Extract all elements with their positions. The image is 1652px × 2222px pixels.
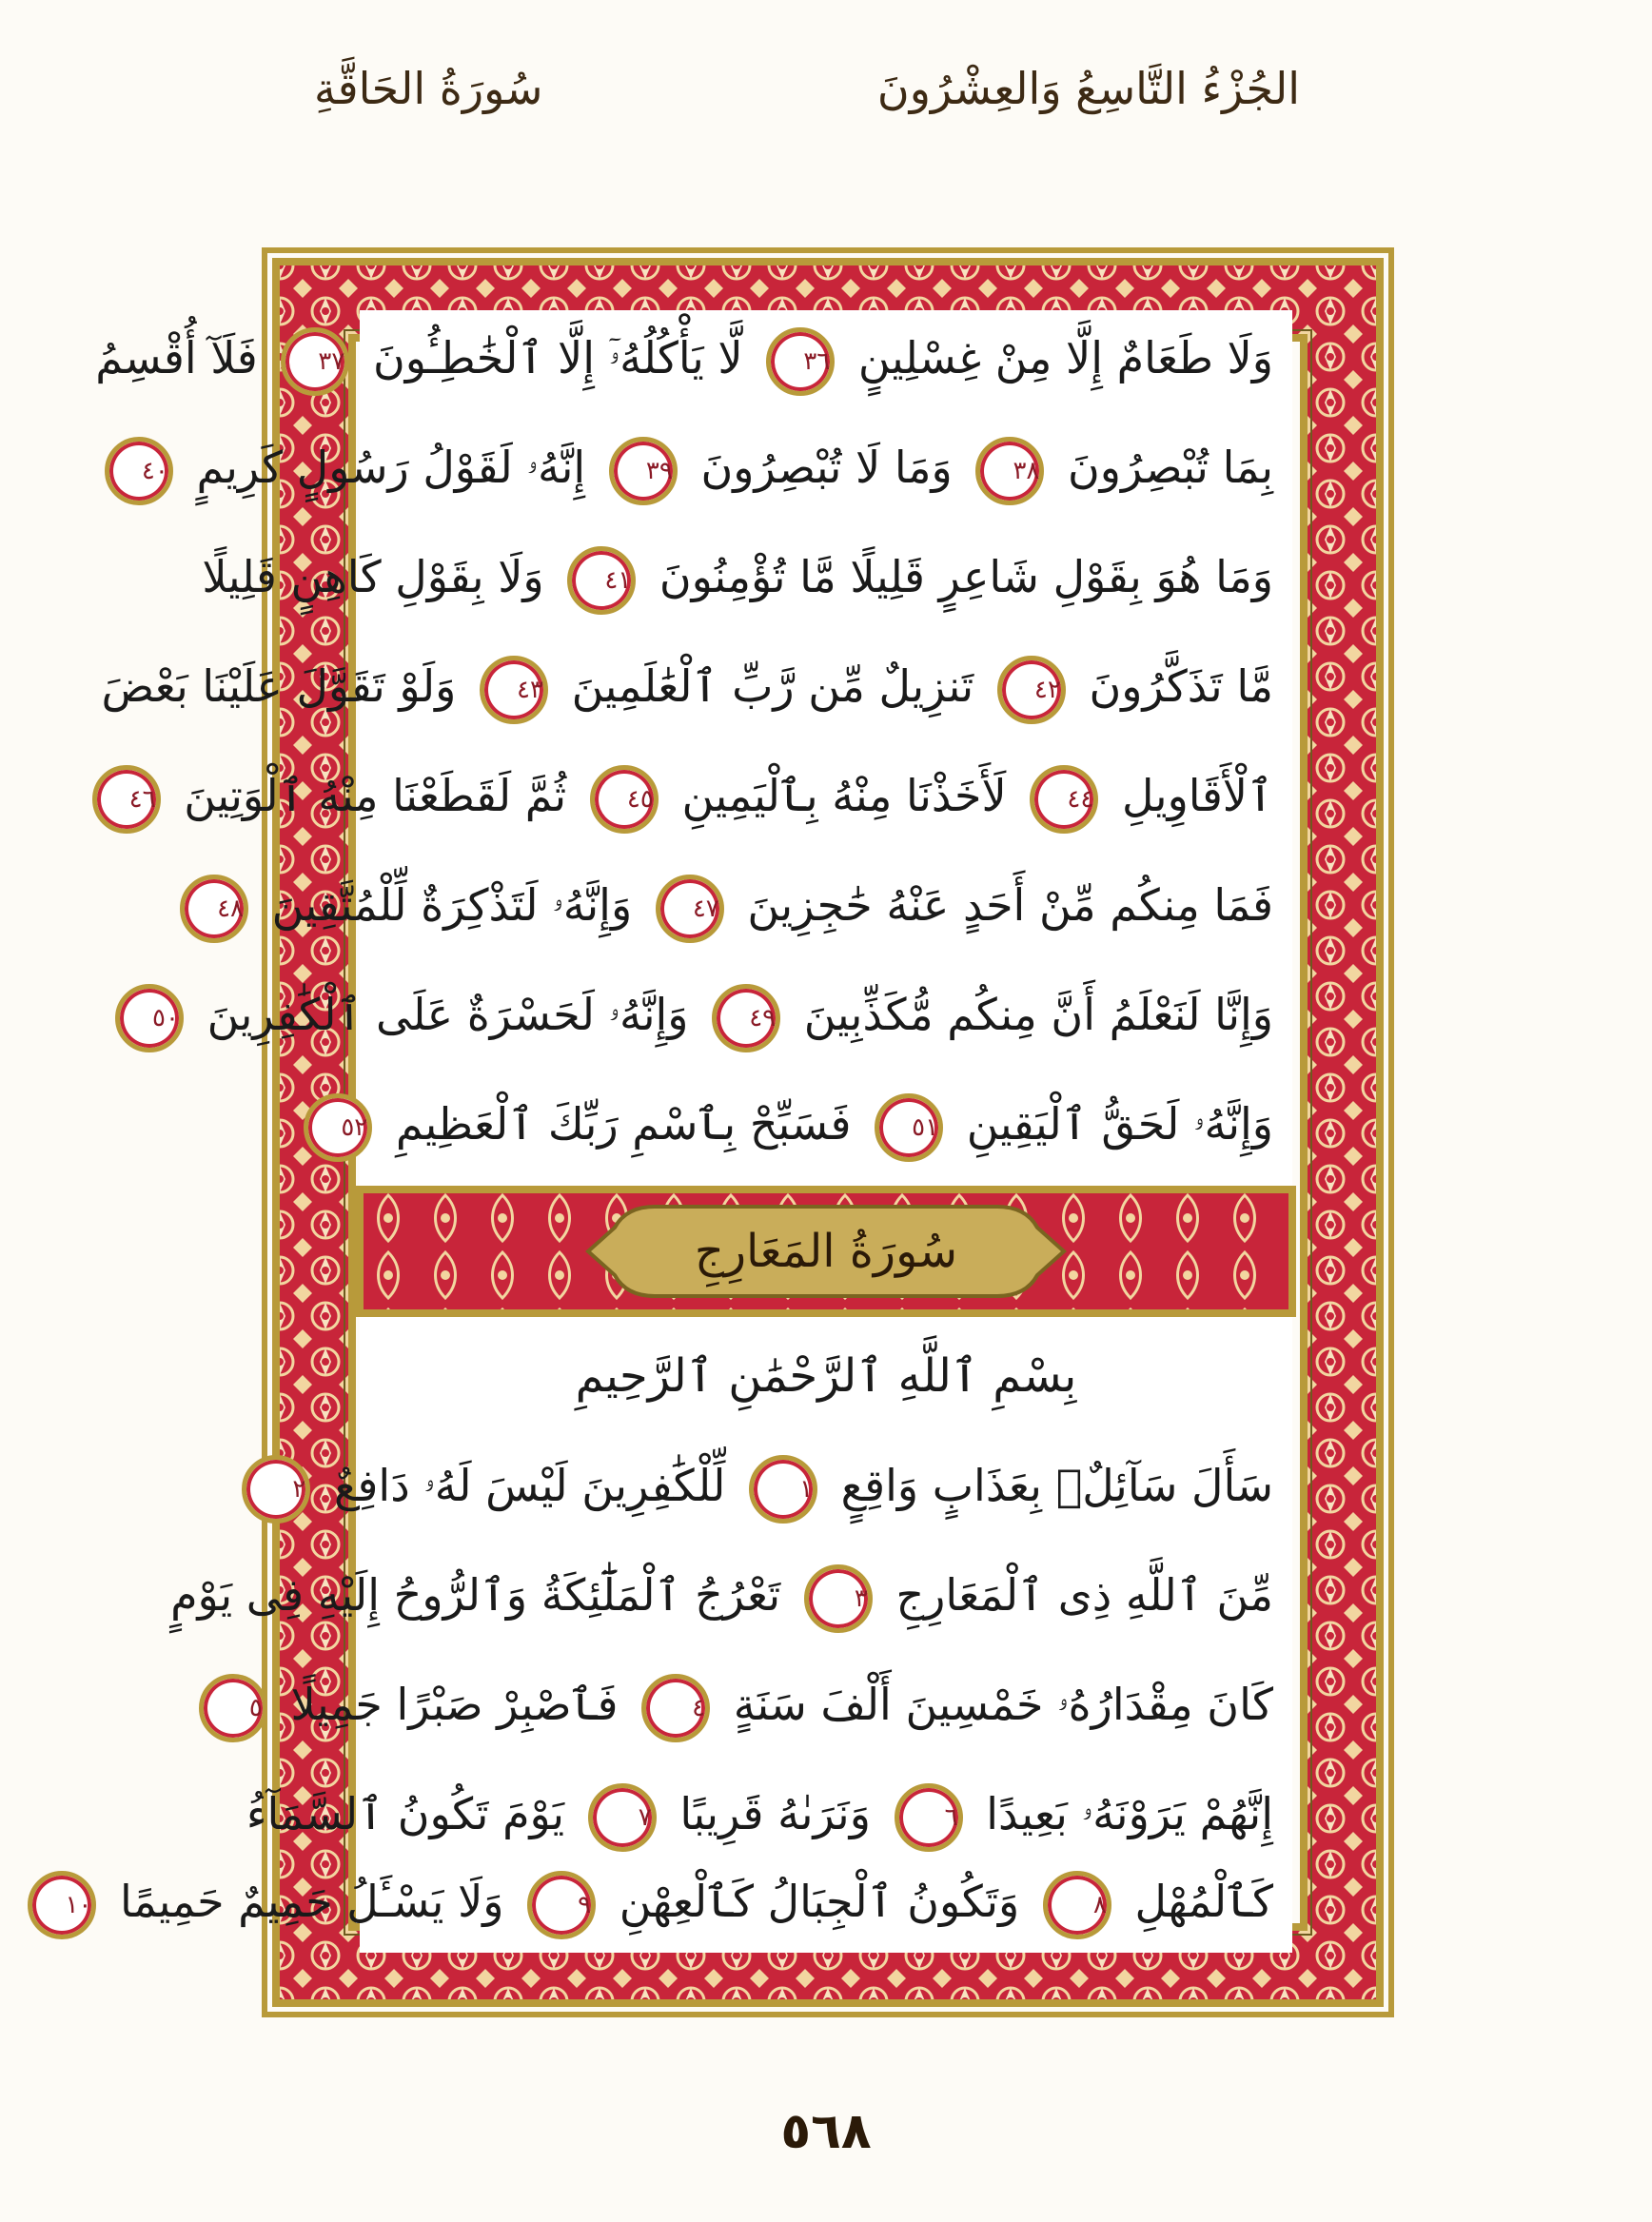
verse-text: وَتَكُونُ ٱلْجِبَالُ كَٱلْعِهْنِ [619,1876,1020,1927]
verse-text: وَلَا طَعَامٌ إِلَّا مِنْ غِسْلِينٍ [857,332,1273,383]
ayah-number-marker: ٣٦ [766,327,835,396]
verse-line [152,967,1273,1062]
verse-line [292,1438,1273,1533]
verse-text: وَإِنَّهُۥ لَحَقُّ ٱلْيَقِينِ [966,1098,1273,1150]
verse-text: مَّا تَذَكَّرُونَ [1089,660,1273,712]
ayah-number-marker: ٤٣ [480,656,548,724]
ayah-number-marker: ٢ [242,1455,310,1524]
verse-text: سَأَلَ سَآئِلٌۢ بِعَذَابٍ وَاقِعٍ [840,1460,1273,1511]
ayah-number-marker: ٤٩ [712,984,780,1052]
text-block [65,310,1292,1953]
ayah-number-marker: ١ [749,1455,817,1524]
ayah-number-marker: ٣ [804,1564,873,1633]
verse-text: وَإِنَّهُۥ لَتَذْكِرَةٌ لِّلْمُتَّقِينَ [271,879,633,931]
verse-line [217,857,1273,953]
verse-text: لَّا يَأْكُلُهُۥٓ إِلَّا ٱلْخَٰطِـُٔونَ [372,332,743,383]
verse-text: وَنَرَىٰهُ قَرِيبًا [679,1788,871,1839]
verse-text: وَلَوْ تَقَوَّلَ عَلَيْنَا بَعْضَ [101,660,457,712]
verse-text: ٱلْأَقَاوِيلِ [1121,770,1273,821]
ayah-number-marker: ٣٨ [975,437,1044,505]
verse-line [128,748,1273,843]
ayah-number-marker: ٦ [895,1783,963,1852]
ayah-number-marker: ٤١ [567,546,636,615]
ayah-number-marker: ٣٩ [609,437,678,505]
verse-text: إِنَّهُمْ يَرَوْنَهُۥ بَعِيدًا [986,1788,1273,1839]
verse-line [141,420,1273,515]
ayah-number-marker: ٤٧ [656,875,724,943]
verse-text: فَٱصْبِرْ صَبْرًا جَمِيلًا [290,1679,619,1730]
ayah-number-marker: ٥٠ [115,984,184,1052]
verse-text: وَمَا هُوَ بِقَوْلِ شَاعِرٍ قَلِيلًا مَّا تُؤْمِنُونَ [659,551,1273,602]
verse-text: إِنَّهُۥ لَقَوْلُ رَسُولٍ كَرِيمٍ [196,442,586,493]
verse-text: كَانَ مِقْدَارُهُۥ خَمْسِينَ أَلْفَ سَنَةٍ [733,1679,1273,1730]
ayah-number-marker: ٤٦ [92,765,161,834]
verse-text: بِمَا تُبْصِرُونَ [1068,442,1273,493]
ayah-number-marker: ٩ [527,1871,596,1939]
surah-title-banner [360,1190,1292,1313]
verse-line [101,639,1273,734]
verse-text: فَسَبِّحْ بِٱسْمِ رَبِّكَ ٱلْعَظِيمِ [395,1098,852,1150]
verse-line [65,1854,1273,1949]
verse-text: ثُمَّ لَقَطَعْنَا مِنْهُ ٱلْوَتِينَ [184,770,567,821]
verse-text: وَإِنَّهُۥ لَحَسْرَةٌ عَلَى ٱلْكَٰفِرِينَ [206,989,689,1040]
verse-text: فَمَا مِنكُم مِّنْ أَحَدٍ عَنْهُ حَٰجِزِينَ [747,879,1273,931]
verse-line [202,529,1273,624]
verse-text: فَلَآ أُقْسِمُ [95,332,258,383]
page-number: ٥٦٨ [780,2103,872,2160]
ayah-number-marker: ٤٢ [997,656,1066,724]
ayah-number-marker: ٤٨ [180,875,248,943]
ayah-number-marker: ١٠ [28,1871,96,1939]
ayah-number-marker: ٤٥ [590,765,659,834]
ayah-number-marker: ٤٠ [105,437,173,505]
verse-text: لَأَخَذْنَا مِنْهُ بِٱلْيَمِينِ [681,770,1007,821]
verse-text: وَلَا يَسْـَٔلُ حَمِيمٌ حَمِيمًا [120,1876,504,1927]
surah-header: سُورَةُ الحَاقَّةِ [314,63,543,114]
verse-text: تَعْرُجُ ٱلْمَلَٰٓئِكَةُ وَٱلرُّوحُ إِلَيْهِ فِى يَوْمٍ [170,1569,781,1621]
ayah-number-marker: ٧ [588,1783,657,1852]
surah-title: سُورَةُ المَعَارِجِ [694,1225,958,1278]
verse-line [170,1547,1273,1642]
verse-text: مِّنَ ٱللَّهِ ذِى ٱلْمَعَارِجِ [895,1569,1273,1621]
verse-text: تَنزِيلٌ مِّن رَّبِّ ٱلْعَٰلَمِينَ [571,660,974,712]
verse-text: وَمَا لَا تُبْصِرُونَ [700,442,953,493]
verse-line [341,1076,1273,1171]
juz-header: الجُزْءُ التَّاسِعُ وَالعِشْرُونَ [876,63,1300,114]
ayah-number-marker: ٤ [641,1674,710,1742]
ayah-number-marker: ٣٧ [281,327,349,396]
verse-text: وَلَا بِقَوْلِ كَاهِنٍ قَلِيلًا [202,551,544,602]
verse-text: وَإِنَّا لَنَعْلَمُ أَنَّ مِنكُم مُّكَذِّبِينَ [803,989,1273,1040]
verse-line [248,1657,1273,1752]
ayah-number-marker: ٥٢ [304,1093,372,1162]
verse-line [95,310,1273,405]
ayah-number-marker: ٥ [199,1674,267,1742]
ayah-number-marker: ٤٤ [1030,765,1098,834]
verse-text: يَوْمَ تَكُونُ ٱلسَّمَآءُ [246,1788,565,1839]
verse-text: لِّلْكَٰفِرِينَ لَيْسَ لَهُۥ دَافِعٌ [333,1460,726,1511]
verse-line [246,1766,1273,1861]
verse-text: كَٱلْمُهْلِ [1134,1876,1273,1927]
ayah-number-marker: ٨ [1043,1871,1111,1939]
basmala: بِسْمِ ٱللَّهِ ٱلرَّحْمَٰنِ ٱلرَّحِيمِ [575,1349,1077,1403]
ayah-number-marker: ٥١ [875,1093,943,1162]
